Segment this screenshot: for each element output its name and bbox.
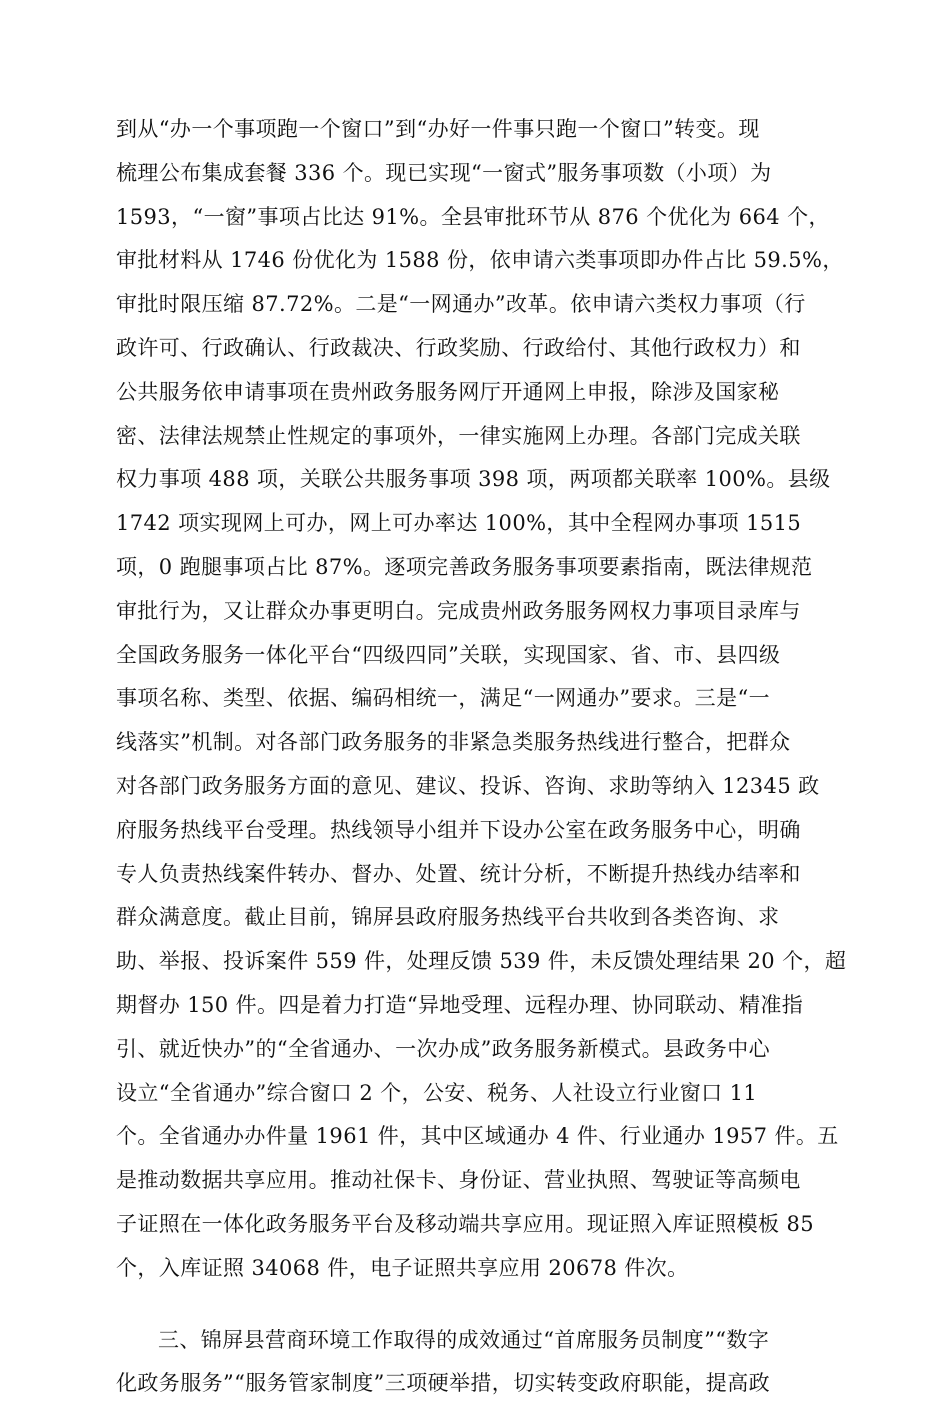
text-line: 1593，“一窗”事项占比达 91%。全县审批环节从 876 个优化为 664 个， [116, 204, 830, 229]
text-line: 助、举报、投诉案件 559 件，处理反馈 539 件，未反馈处理结果 20 个，超 [116, 949, 847, 974]
paragraph-2 [116, 1319, 836, 1406]
text-line: 对各部门政务服务方面的意见、建议、投诉、咨询、求助等纳入 12345 政 [116, 773, 820, 798]
text-line: 化政务服务”“服务管家制度”三项硬举措，切实转变政府职能，提高政 [116, 1371, 771, 1396]
text-line: 事项名称、类型、依据、编码相统一，满足“一网通办”要求。三是“一 [116, 686, 771, 711]
paragraph-1 [116, 108, 847, 1291]
text-line: 线落实”机制。对各部门政务服务的非紧急类服务热线进行整合，把群众 [116, 730, 791, 755]
text-line: 个。全省通办办件量 1961 件，其中区域通办 4 件、行业通办 1957 件。五 [116, 1124, 839, 1149]
document-body [116, 108, 847, 1406]
text-line: 是推动数据共享应用。推动社保卡、身份证、营业执照、驾驶证等高频电 [116, 1168, 801, 1193]
text-line: 密、法律法规禁止性规定的事项外，一律实施网上办理。各部门完成关联 [116, 423, 801, 448]
text-line: 三、锦屏县营商环境工作取得的成效通过“首席服务员制度”“数字 [158, 1327, 770, 1352]
text-line: 公共服务依申请事项在贵州政务服务网厅开通网上申报，除涉及国家秘 [116, 379, 780, 404]
text-line: 梳理公布集成套餐 336 个。现已实现“一窗式”服务事项数（小项）为 [116, 160, 772, 185]
text-line: 审批材料从 1746 份优化为 1588 份，依申请六类事项即办件占比 59.5%， [116, 248, 844, 273]
text-line: 个，入库证照 34068 件，电子证照共享应用 20678 件次。 [116, 1255, 689, 1280]
text-line: 全国政务服务一体化平台“四级四同”关联，实现国家、省、市、县四级 [116, 642, 781, 667]
text-line: 政许可、行政确认、行政裁决、行政奖励、行政给付、其他行政权力）和 [116, 335, 801, 360]
text-line: 设立“全省通办”综合窗口 2 个，公安、税务、人社设立行业窗口 11 [116, 1080, 758, 1105]
text-line: 项，0 跑腿事项占比 87%。逐项完善政务服务事项要素指南，既法律规范 [116, 554, 813, 579]
paragraph-spacing [116, 1291, 836, 1319]
text-line: 1742 项实现网上可办，网上可办率达 100%，其中全程网办事项 1515 [116, 511, 802, 536]
text-line: 审批行为，又让群众办事更明白。完成贵州政务服务网权力事项目录库与 [116, 598, 801, 623]
text-line: 专人负责热线案件转办、督办、处置、统计分析，不断提升热线办结率和 [116, 861, 801, 886]
text-line: 到从“办一个事项跑一个窗口”到“办好一件事只跑一个窗口”转变。现 [116, 117, 760, 141]
text-line: 引、就近快办”的“全省通办、一次办成”政务服务新模式。县政务中心 [116, 1036, 771, 1061]
text-line: 府服务热线平台受理。热线领导小组并下设办公室在政务服务中心，明确 [116, 817, 801, 842]
text-line: 审批时限压缩 87.72%。二是“一网通办”改革。依申请六类权力事项（行 [116, 292, 806, 317]
text-line: 群众满意度。截止目前，锦屏县政府服务热线平台共收到各类咨询、求 [116, 905, 780, 930]
text-line: 子证照在一体化政务服务平台及移动端共享应用。现证照入库证照模板 85 [116, 1211, 814, 1236]
text-line: 权力事项 488 项，关联公共服务事项 398 项，两项都关联率 100%。县级 [116, 467, 831, 492]
text-line: 期督办 150 件。四是着力打造“异地受理、远程办理、协同联动、精准指 [116, 992, 804, 1017]
